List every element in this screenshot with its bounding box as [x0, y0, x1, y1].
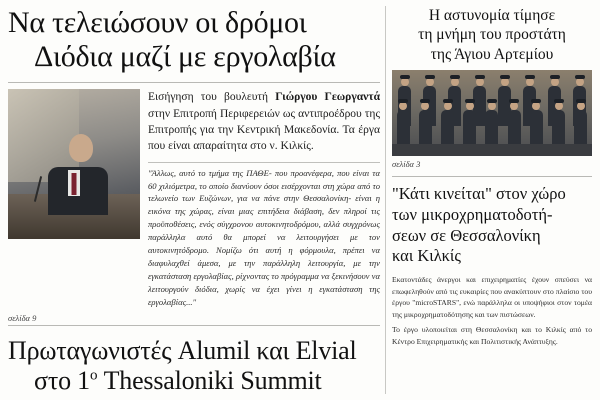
- page-reference-story3: σελίδα 3: [392, 159, 421, 170]
- lead-person-name: Γιώργου Γεωργαντά: [275, 91, 380, 104]
- headline-police-line1: Η αστυνομία τίμησε: [428, 7, 556, 24]
- headline-microfinance-line1: "Κάτι κινείται" στον χώρο: [392, 184, 566, 204]
- headline-second-line2-post: Thessaloniki Summit: [97, 366, 322, 396]
- column-divider: [385, 6, 386, 394]
- microfinance-paragraph-1: Εκατοντάδες άνεργοι και επιχειρηματίες έχουν σπεύσει να επωφεληθούν από τις ευκαιρίες που ανακύπτουν στο πλαίσιο του έργου "microSTARS", ενώ παράλληλα οι υποψήφιοι στον τομέα της μικροχρηματοδότησης και των πιστώσεων.: [392, 275, 592, 319]
- headline-second-line1: Πρωταγωνιστές Alumil και Elvial: [8, 336, 357, 366]
- photo-person-head: [69, 134, 93, 162]
- headline-police-line3: της Άγιου Αρτεμίου: [430, 45, 554, 63]
- story-pullquote: [148, 162, 380, 309]
- headline-second-line2-pre: στο 1: [34, 366, 90, 396]
- story-body-main: [8, 89, 380, 308]
- headline-microfinance-line3: σεων σε Θεσσαλονίκη: [392, 225, 541, 245]
- headline-microfinance-story: [392, 184, 592, 267]
- microfinance-body: [392, 274, 592, 347]
- headline-rule: [8, 82, 380, 83]
- lead-text-part2: στην Επιτροπή Περιφερειών ως αντιπροέδρου της Επιτροπής για την Κεντρική Μακεδονία. Τα έργα που είναι απαραίτητα στο ν. Κιλκίς.: [148, 107, 380, 153]
- story-lead-paragraph: [148, 89, 380, 154]
- photo-person-tie: [72, 173, 77, 195]
- pullquote-text: "Άλλως, αυτό το τμήμα της ΠΑΘΕ- που προανέφερα, που είναι τα 60 χιλιόμετρα, το οποίο διανύουν όσοι εισέρχονται στη χώρα από το τελωνείο των Ευζώνων, για να πάνε στην Θεσσαλονίκη- είναι η εικόνα της χώρας, είναι μιας επιτήδεια διάβαση, δεν πληροί τις προϋποθέσεις, ενός σύγχρονου αυτοκινητοδρόμου, αλλά συγχρόνως παράλληλα αυτό θα μπορεί να λειτουργήσει με τον αυτοκινητόδρομο. Νομίζω ότι αυτή η φόρμουλα, πρέπει να διαφυλαχθεί άμεσα, με την παράλληλη λειτουργία, με την εγκατάσταση εργολαβίας, ρίχνοντας το πρόγραμμα να ξεκινήσουν να λειτουργούν διόδια, χωρίς να έχει γίνει η εγκατάσταση της εργολαβίας...": [148, 167, 380, 307]
- story-text-block: [148, 89, 380, 308]
- photo-parliament-speaker: [8, 89, 140, 239]
- right-column: [392, 6, 592, 394]
- lead-text-part1: Εισήγηση του βουλευτή: [148, 91, 276, 104]
- page-reference-story1: σελίδα 9: [8, 313, 37, 324]
- headline-police-line2: τη μνήμη του προστάτη: [418, 26, 566, 44]
- headline-ordinal-suffix: ο: [89, 367, 98, 384]
- photo2-floor: [392, 144, 592, 156]
- microfinance-paragraph-2: Το έργο υλοποιείται στη Θεσσαλονίκη και το Κιλκίς από το Κέντρο Επιχειρηματικής και Πολιτιστικής Ανάπτυξης.: [392, 325, 592, 346]
- right-column-rule: [392, 176, 592, 177]
- headline-main-line2: Διόδια μαζί με εργολαβία: [34, 40, 336, 74]
- headline-main-story: [8, 6, 380, 74]
- headline-police-story: [392, 6, 592, 64]
- story2-rule: [8, 325, 380, 326]
- headline-main-line1: Να τελειώσουν οι δρόμοι: [8, 6, 307, 39]
- headline-microfinance-line2: των μικροχρηματοδοτή-: [392, 204, 553, 224]
- headline-microfinance-line4: και Κιλκίς: [392, 246, 461, 266]
- left-column: [8, 6, 380, 394]
- headline-second-line2: [8, 366, 380, 396]
- photo-police-ceremony: [392, 70, 592, 156]
- headline-second-story: [8, 336, 380, 396]
